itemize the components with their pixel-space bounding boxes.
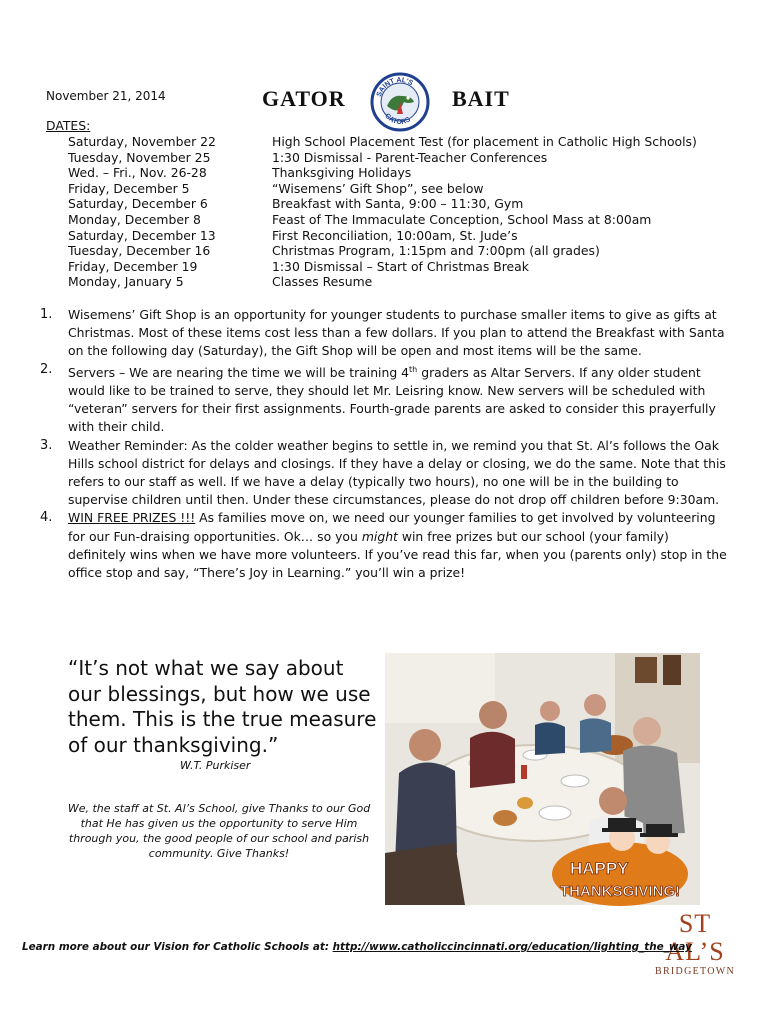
note-number: 4. xyxy=(40,510,53,526)
dates-heading: DATES: xyxy=(46,118,91,133)
brand-name: ST AL’S xyxy=(665,909,725,966)
date-item: Tuesday, December 16 xyxy=(68,243,211,259)
footer-lead: Learn more about our Vision for Catholic Schools at: xyxy=(22,941,333,953)
date-item: Monday, January 5 xyxy=(68,274,184,290)
date-item: Saturday, December 13 xyxy=(68,227,216,243)
note-text: Weather Reminder: As the colder weather begins to settle in, we remind you that St. Al’s follows the Oak Hills school district for delays and closings. If they have a delay or closing, we do the same. Note that this refers to our staff as well. If we have a delay (typically two hours), no one will be in the building to supervise children until then. Under these circumstances, please do not drop off children before 9:30am. xyxy=(68,437,726,508)
event-item: “Wisemens’ Gift Shop”, see below xyxy=(272,180,484,196)
date-item: Friday, December 19 xyxy=(68,258,198,274)
event-item: Breakfast with Santa, 9:00 – 11:30, Gym xyxy=(272,196,524,212)
staff-message: We, the staff at St. Al’s School, give Thanks to our God that He has given us the opportunity to serve Him through you, the good people of our school and parish community. Give Thanks! xyxy=(67,802,371,860)
note-text-part: As families move on, we need our younger families to get involved by volunteering for our Fun-draising opportunities. Ok… so you xyxy=(68,510,716,544)
note-servers xyxy=(40,361,730,437)
notes-list xyxy=(40,306,730,582)
footer-link[interactable]: http://www.catholiccincinnati.org/education/lighting_the_way xyxy=(332,941,692,953)
note-text-part: graders as Altar Servers. If any older student would like to be trained to serve, they should let Mr. Leisring know. New servers will be scheduled with “veteran” servers for their first assignments. Fourth-grade parents are asked to consider this prayerfully with their child. xyxy=(68,364,716,435)
note-superscript: th xyxy=(409,364,418,374)
note-text-part: win free prizes but our school (your family) definitely wins when we have more volunteers. If you’ve read this far, when you (parents only) stop in the office stop and say, “There’s Joy in Learning.” you’ll win a prize! xyxy=(68,528,727,580)
event-item: High School Placement Test (for placement in Catholic High Schools) xyxy=(272,134,697,149)
dates-list xyxy=(68,134,216,290)
event-item: 1:30 Dismissal - Parent-Teacher Conferences xyxy=(272,149,548,165)
date-item: Wed. – Fri., Nov. 26-28 xyxy=(68,165,207,181)
note-gift-shop xyxy=(40,306,730,361)
happy-thanksgiving-badge xyxy=(550,812,690,908)
event-item: First Reconciliation, 10:00am, St. Jude’s xyxy=(272,227,518,243)
note-prizes xyxy=(40,509,730,582)
note-weather xyxy=(40,437,730,510)
event-item: Classes Resume xyxy=(272,274,373,290)
logo-text-top: SAINT AL'S xyxy=(375,76,414,98)
note-number: 1. xyxy=(40,307,53,322)
note-text: Wisemens’ Gift Shop is an opportunity for younger students to purchase smaller items to give as gifts at Christmas. Most of these items cost less than a few dollars. If you plan to attend the Breakfast with Santa on the following day (Saturday), the Gift Shop will be open and most items will be the same. xyxy=(68,307,725,359)
event-item: Feast of The Immaculate Conception, School Mass at 8:00am xyxy=(272,211,652,227)
title-bait: BAIT xyxy=(452,86,510,111)
footer-note xyxy=(22,941,692,953)
thanksgiving-quote: “It’s not what we say about our blessings, but how we use them. This is the true measure of our thanksgiving.” xyxy=(68,656,377,757)
badge-line1: HAPPY xyxy=(570,859,629,878)
note-number: 3. xyxy=(40,437,53,453)
date-item: Friday, December 5 xyxy=(68,180,190,196)
date-item: Tuesday, November 25 xyxy=(68,149,211,165)
events-list xyxy=(272,134,697,290)
brand-sub: BRIDGETOWN xyxy=(654,966,736,977)
event-item: Christmas Program, 1:15pm and 7:00pm (all grades) xyxy=(272,243,600,259)
event-item: Thanksgiving Holidays xyxy=(272,165,412,181)
note-text-part: Servers – We are nearing the time we will be training 4 xyxy=(68,364,410,380)
note-emphasis: might xyxy=(361,528,398,544)
date-item: Saturday, December 6 xyxy=(68,196,208,212)
event-item: 1:30 Dismissal – Start of Christmas Break xyxy=(272,258,529,274)
title-gator: GATOR xyxy=(262,86,346,111)
newsletter-date: November 21, 2014 xyxy=(46,89,166,103)
note-number: 2. xyxy=(40,361,53,377)
logo-text-bottom: GATORS xyxy=(383,112,412,127)
note-lead: WIN FREE PRIZES !!! xyxy=(68,510,196,526)
badge-line2: THANKSGIVING! xyxy=(560,883,680,900)
gator-logo xyxy=(370,72,430,132)
date-item: Saturday, November 22 xyxy=(68,134,216,149)
date-item: Monday, December 8 xyxy=(68,211,201,227)
quote-author: W.T. Purkiser xyxy=(180,759,251,772)
